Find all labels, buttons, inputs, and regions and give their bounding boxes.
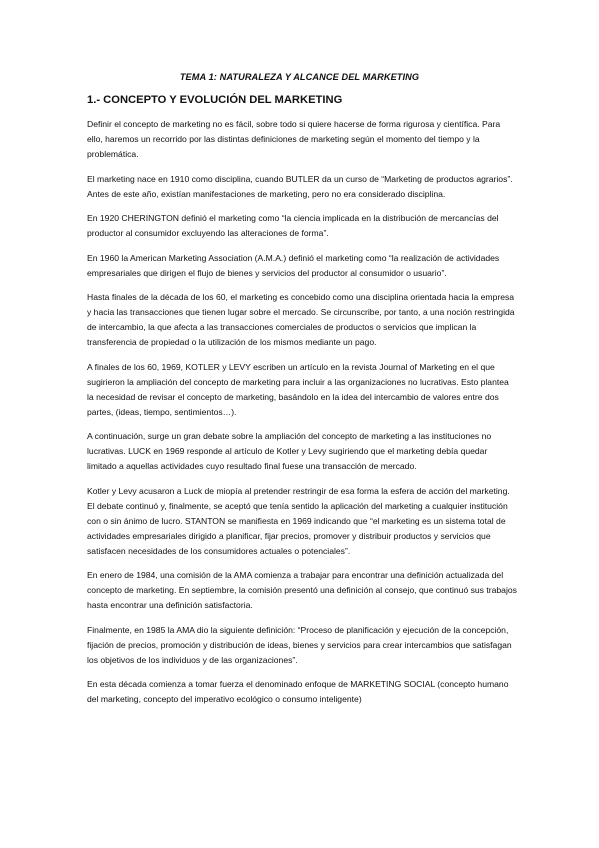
paragraph: Kotler y Levy acusaron a Luck de miopía al pretender restringir de esa forma la esfera de acción del marketing. El debate continuó y, finalmente, se aceptó que tenía sentido la aplicación del marketing a cualquier institución con o sin ánimo de lucro. STANTON se manifiesta en 1969 indicando que “el marketing es un sistema total de actividades empresariales dirigido a planificar, fijar precios, promover y distribuir productos y servicios que satisfacen necesidades de los consumidores actuales o potenciales”. [87,485,510,556]
paragraph: Finalmente, en 1985 la AMA dio la siguiente definición: “Proceso de planificación y ejecución de la concepción, fijación de precios, promoción y distribución de ideas, bienes y servicios para crear intercambios que satisfagan los objetivos de los individuos y de las organizaciones”. [87,624,512,665]
paragraph: El marketing nace en 1910 como disciplina, cuando BUTLER da un curso de “Marketing de productos agrarios”. Antes de este año, existían manifestaciones de marketing, pero no era considerado disciplina. [87,173,513,199]
section-heading: 1.- CONCEPTO Y EVOLUCIÓN DEL MARKETING [87,94,343,106]
paragraph: En 1960 la American Marketing Association (A.M.A.) definió el marketing como “la realización de actividades empresariales que dirigen el flujo de bienes y servicios del productor al consumidor o usuario”. [87,252,500,278]
paragraph: A continuación, surge un gran debate sobre la ampliación del concepto de marketing a las instituciones no lucrativas. LUCK en 1969 responde al artículo de Kotler y Levy sugiriendo que el marketing debía quedar limitado a aquellas actividades cuyo resultado final fuese una transacción de mercado. [87,431,492,471]
document-title: TEMA 1: NATURALEZA Y ALCANCE DEL MARKETING [179,72,420,82]
paragraph: Hasta finales de la década de los 60, el marketing es concebido como una disciplina orientada hacia la empresa y hacia las transacciones que tienen lugar sobre el mercado. Se circunscribe, por tanto, a una noción restringida de intercambio, la que afecta a las transacciones comerciales de productos o servicios que implican la transferencia de propiedad o la utilización de los mismos mediante un pago. [87,292,515,347]
paragraph: En enero de 1984, una comisión de la AMA comienza a trabajar para encontrar una definición actualizada del concepto de marketing. En septiembre, la comisión presentó una definición al consejo, que continuó sus trabajos hasta encontrar una definición satisfactoria. [87,570,517,610]
paragraph: En 1920 CHERINGTON definió el marketing como “la ciencia implicada en la distribución de mercancías del productor al consumidor excluyendo las alteraciones de forma”. [87,213,499,238]
paragraph: A finales de los 60, 1969, KOTLER y LEVY escriben un artículo en la revista Journal of Marketing en el que sugirieron la ampliación del concepto de marketing para incluir a las organizaciones no lucrativas. Esto plantea la necesidad de revisar el concepto de marketing, basándolo en la idea del intercambio de valores entre dos partes, (ideas, tiempo, sentimientos…). [87,361,509,417]
paragraph: Definir el concepto de marketing no es fácil, sobre todo si quiere hacerse de forma rigurosa y científica. Para ello, haremos un recorrido por las distintas definiciones de marketing según el momento del tiempo y la problemática. [87,119,501,159]
document-body [87,117,517,717]
paragraph: En esta década comienza a tomar fuerza el denominado enfoque de MARKETING SOCIAL (concepto humano del marketing, concepto del imperativo ecológico o consumo inteligente) [87,679,509,704]
